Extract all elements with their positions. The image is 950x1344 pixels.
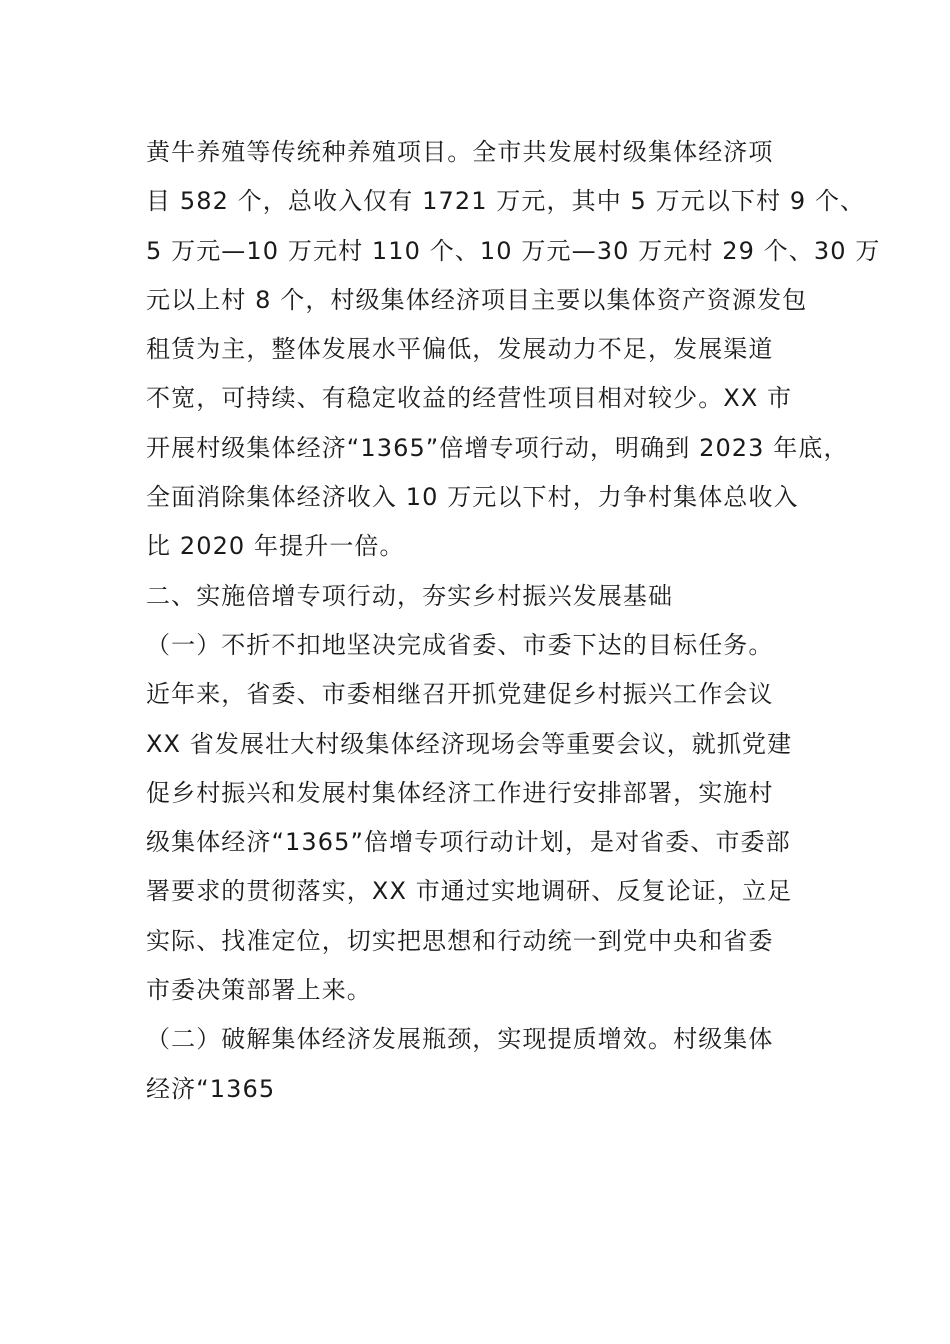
text-line: 经济“1365 [146, 1074, 276, 1103]
body-text [146, 128, 881, 1114]
text-line: 级集体经济“1365”倍增专项行动计划，是对省委、市委部 [146, 828, 791, 857]
text-line: 全面消除集体经济收入 10 万元以下村，力争村集体总收入 [146, 483, 799, 512]
text-line: 租赁为主，整体发展水平偏低，发展动力不足，发展渠道 [146, 335, 774, 364]
text-line: 促乡村振兴和发展村集体经济工作进行安排部署，实施村 [146, 778, 774, 807]
text-line: 目 582 个，总收入仅有 1721 万元，其中 5 万元以下村 9 个、 [146, 187, 866, 216]
text-line: 黄牛养殖等传统种养殖项目。全市共发展村级集体经济项 [146, 138, 774, 166]
text-line: 不宽，可持续、有稳定收益的经营性项目相对较少。XX 市 [146, 384, 793, 413]
text-line: 实际、找准定位，切实把思想和行动统一到党中央和省委 [146, 926, 774, 955]
text-line: 市委决策部署上来。 [146, 976, 372, 1005]
section-heading: 二、实施倍增专项行动，夯实乡村振兴发展基础 [146, 581, 674, 610]
text-line: 近年来，省委、市委相继召开抓党建促乡村振兴工作会议 [146, 680, 774, 709]
text-line: 5 万元—10 万元村 110 个、10 万元—30 万元村 29 个、30 万 [146, 236, 881, 265]
text-line: 元以上村 8 个，村级集体经济项目主要以集体资产资源发包 [146, 285, 808, 314]
text-line: 署要求的贯彻落实，XX 市通过实地调研、反复论证，立足 [146, 877, 793, 906]
text-line: 比 2020 年提升一倍。 [146, 532, 405, 561]
text-line: XX 省发展壮大村级集体经济现场会等重要会议，就抓党建 [146, 729, 793, 758]
subsection-heading: （一）不折不扣地坚决完成省委、市委下达的目标任务。 [146, 630, 774, 659]
subsection-heading: （二）破解集体经济发展瓶颈，实现提质增效。村级集体 [146, 1025, 774, 1054]
text-line: 开展村级集体经济“1365”倍增专项行动，明确到 2023 年底， [146, 433, 849, 462]
